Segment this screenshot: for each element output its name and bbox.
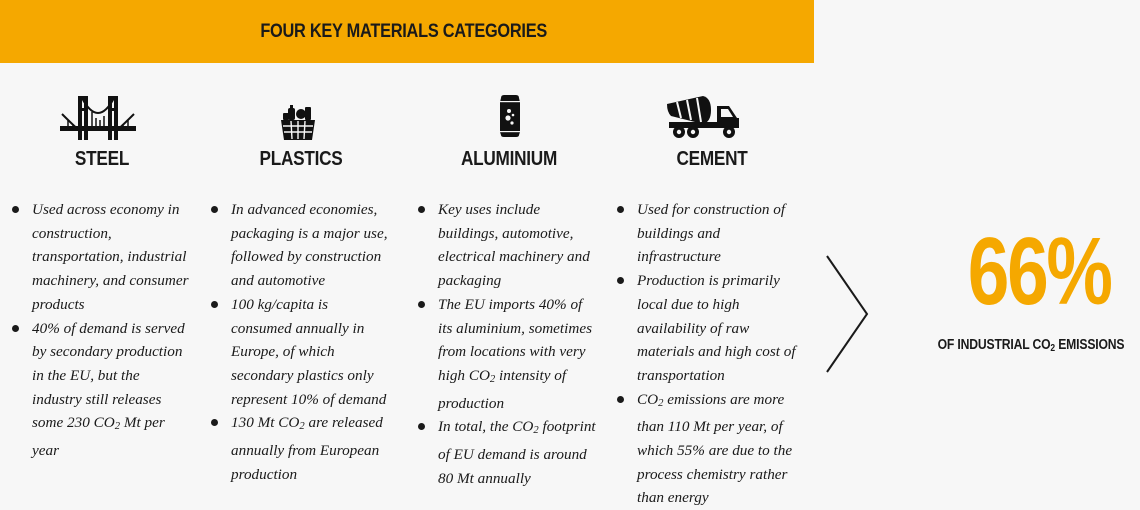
packaging-basket-icon <box>279 104 317 142</box>
category-header <box>418 90 600 180</box>
category-name: ALUMINIUM <box>460 148 558 170</box>
bullet-item: Production is primarily local due to high availability of raw materials and high cost of transportation <box>617 269 807 388</box>
category-header <box>211 90 391 180</box>
bullet-item: 100 kg/capita is consumed annually in Europe, of which secondary plastics only represent 10% of demand <box>211 293 391 412</box>
summary-percentage: 66% <box>967 218 1111 325</box>
bullet-item: In advanced economies, packaging is a major use, followed by construction and automotive <box>211 198 391 293</box>
bullet-item: Key uses include buildings, automotive, electrical machinery and packaging <box>418 198 598 293</box>
category-name: CEMENT <box>676 148 748 170</box>
bullet-item: 130 Mt $CO_2$ are released annually from European production <box>211 411 391 486</box>
category-name: STEEL <box>74 148 130 170</box>
category-header <box>617 90 807 180</box>
bullet-item: Used for construction of buildings and infrastructure <box>617 198 807 269</box>
category-bullets <box>211 198 391 486</box>
header-banner <box>0 0 814 63</box>
bullet-item: In total, the $CO_2$ footprint of EU demand is around 80 Mt annually <box>418 415 598 490</box>
category-header <box>12 90 192 180</box>
bullet-item: $CO_2$ emissions are more than 110 Mt per year, of which 55% are due to the process chemistry rather than energy <box>617 388 807 510</box>
category-bullets <box>12 198 190 463</box>
suspension-bridge-icon <box>60 94 136 142</box>
bullet-item: Used across economy in construction, transportation, industrial machinery, and consumer products <box>12 198 190 317</box>
cement-mixer-truck-icon <box>665 94 741 142</box>
category-name: PLASTICS <box>259 148 343 170</box>
category-bullets <box>418 198 598 490</box>
summary-caption: OF INDUSTRIAL $CO_2$ EMISSIONS <box>937 337 1125 354</box>
chevron-right-icon <box>825 254 871 379</box>
bullet-item: 40% of demand is served by secondary production in the EU, but the industry still releases some 230 $CO_2$ Mt per year <box>12 317 190 463</box>
beverage-can-icon <box>498 94 522 138</box>
header-title: FOUR KEY MATERIALS CATEGORIES <box>260 20 548 42</box>
bullet-item: The EU imports 40% of its aluminium, sometimes from locations with very high $CO_2$ intensity of production <box>418 293 598 416</box>
category-bullets <box>617 198 807 510</box>
